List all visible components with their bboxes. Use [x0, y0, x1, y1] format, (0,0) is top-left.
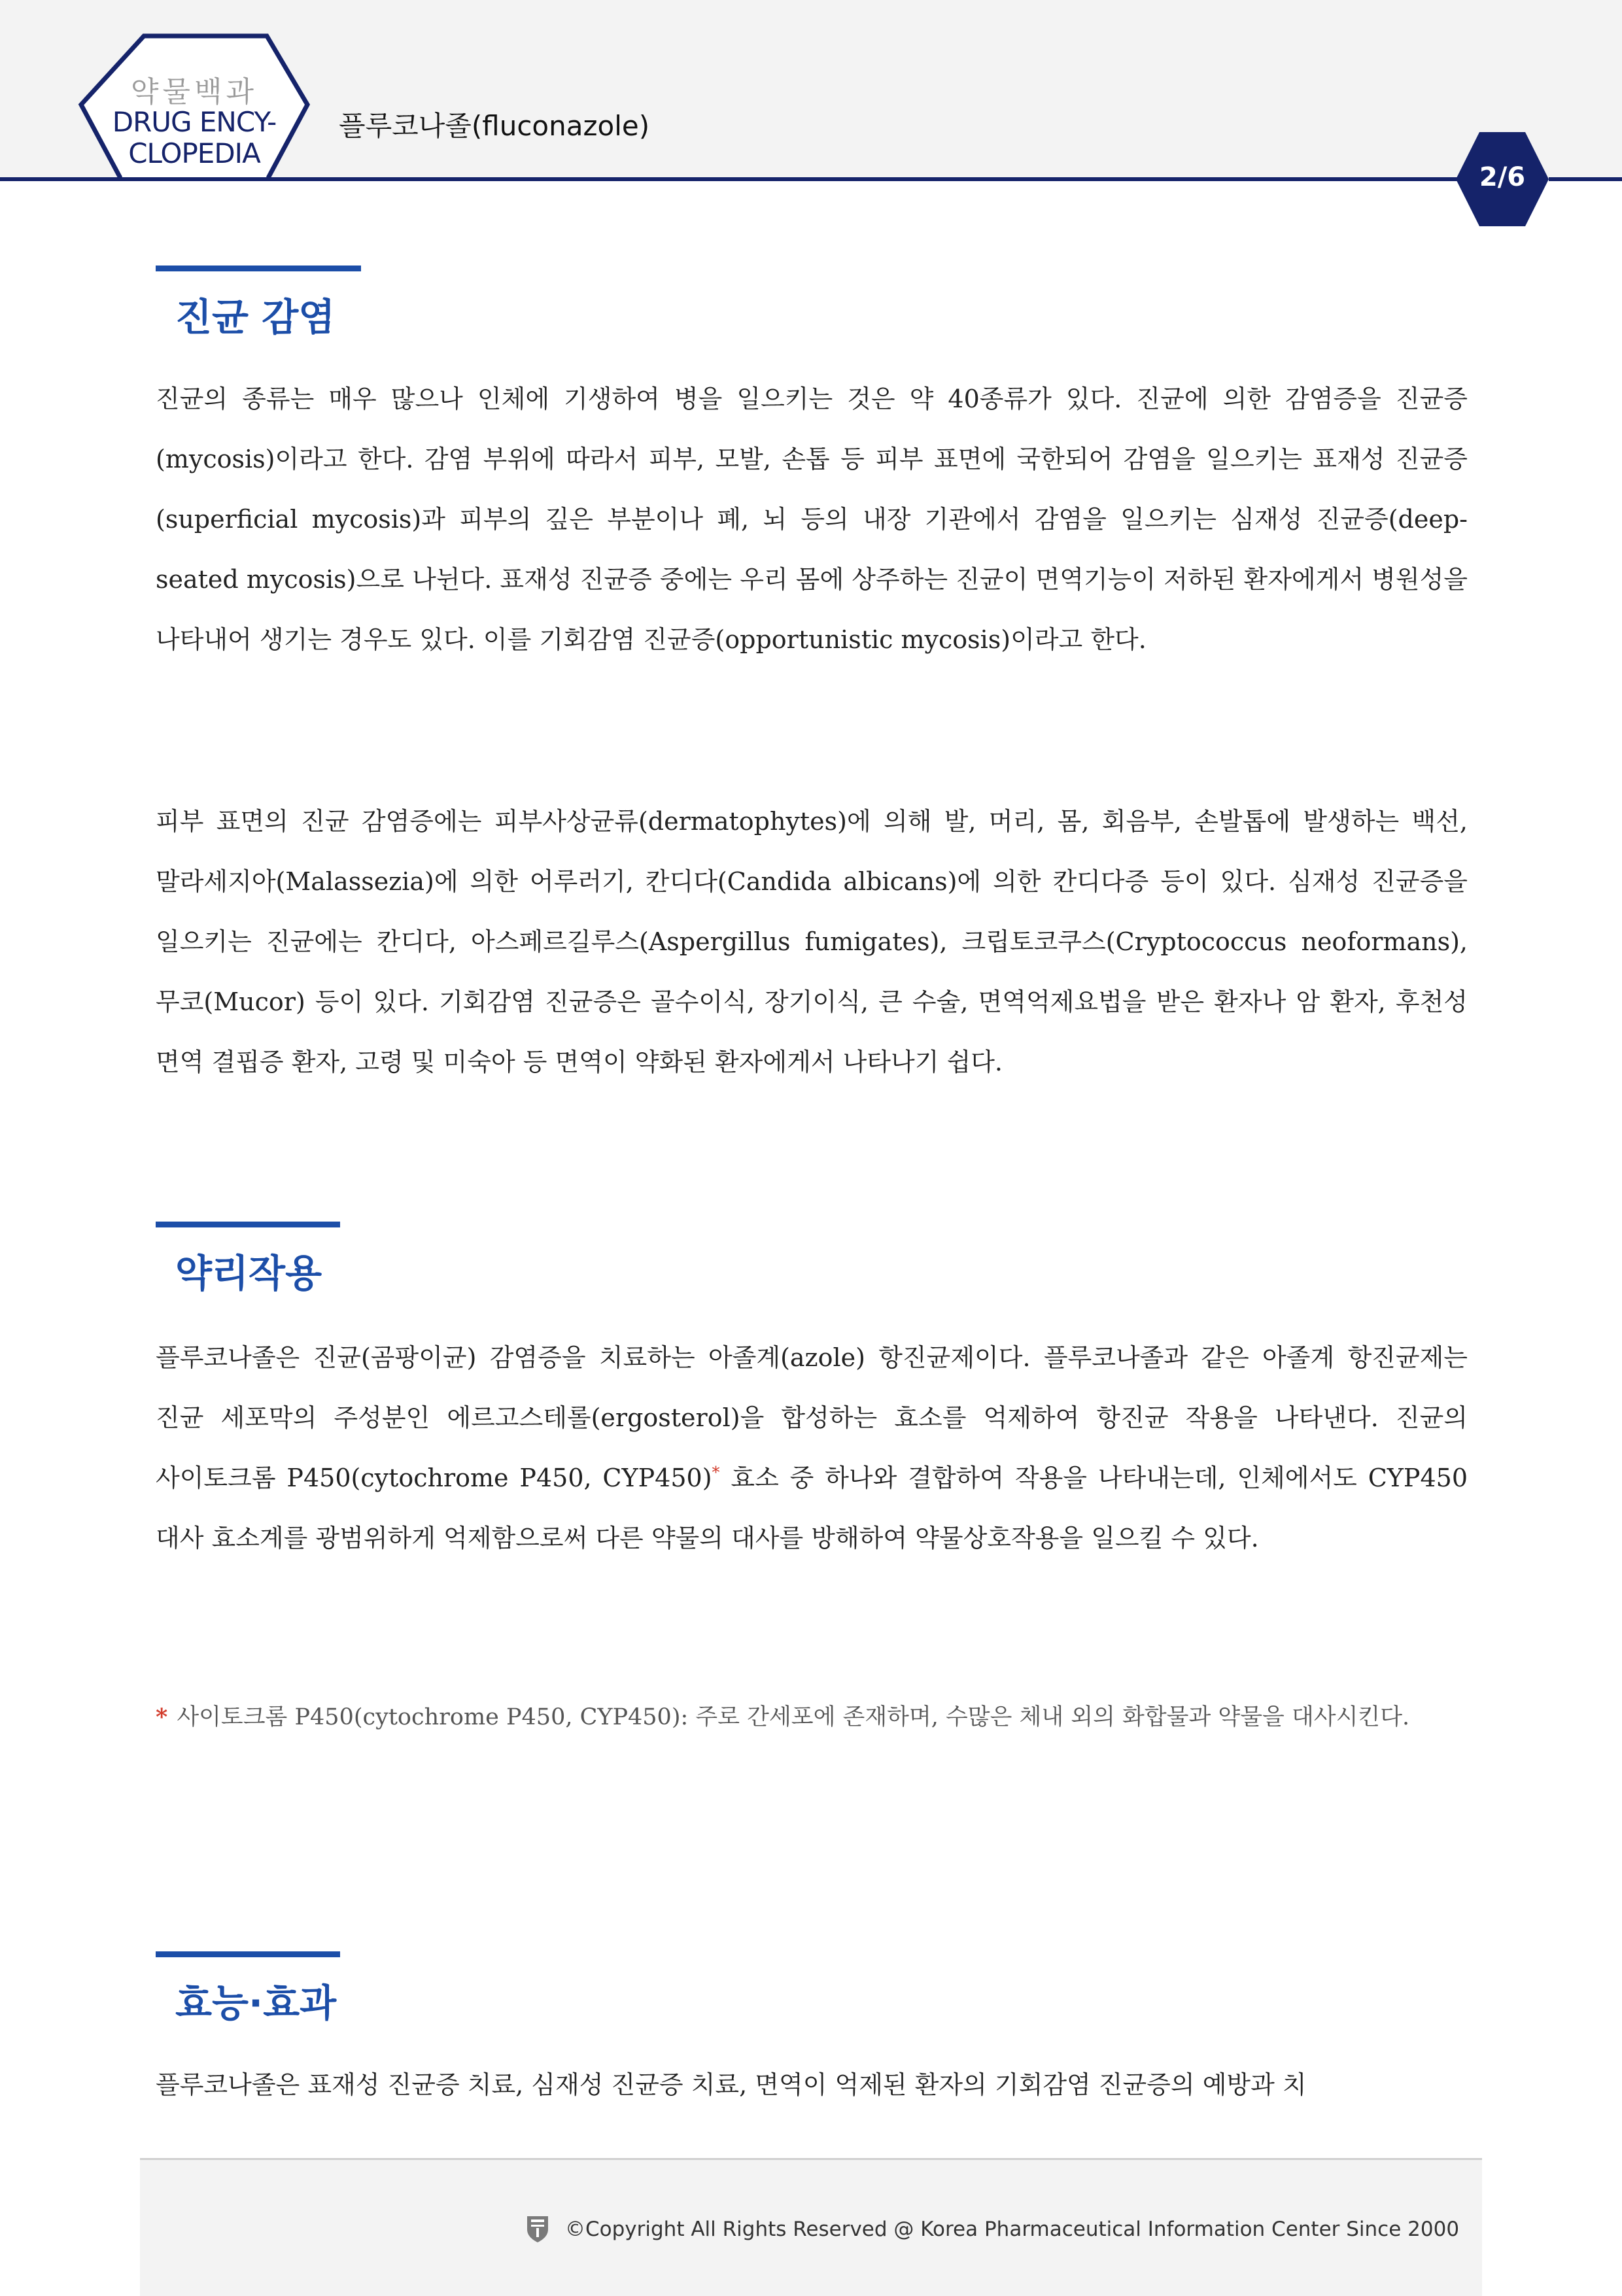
paragraph-pharmacology-part1: 플루코나졸은 진균(곰팡이균) 감염증을 치료하는 아졸계(azole) 항진균제이다. 플루코나졸과 같은 아졸계 항진균제는 진균 세포막의 주성분인 에르고스테롤(ergosterol)을 합성하는 효소를 억제하여 항진균 작용을 나타낸다. 진균의 사이토크롬 P450(cytochrome P450, CYP450) — [156, 1343, 1468, 1492]
paragraph-skin-fungal-infections: 피부 표면의 진균 감염증에는 피부사상균류(dermatophytes)에 의해 발, 머리, 몸, 회음부, 손발톱에 발생하는 백선, 말라세지아(Malassezia)에 의한 어루러기, 칸디다(Candida albicans)에 의한 칸디다증 등이 있다. 심재성 진균증을 일으키는 진균에는 칸디다, 아스페르길루스(Aspergillus fumigates), 크립토코쿠스(Cryptococcus neoformans), 무코(Mucor) 등이 있다. 기회감염 진균증은 골수이식, 장기이식, 큰 수술, 면역억제요법을 받은 환자나 암 환자, 후천성 면역 결핍증 환자, 고령 및 미숙아 등 면역이 약화된 환자에게서 나타나기 쉽다. — [156, 807, 1468, 1076]
footnote-star: * — [156, 1704, 168, 1730]
section-heading-efficacy: 효능·효과 — [175, 1981, 337, 2025]
paragraph-pharmacology — [156, 1328, 1468, 1568]
section-bar-efficacy — [156, 1951, 340, 1957]
logo-english-line2: CLOPEDIA — [128, 137, 260, 169]
footnote-text: 사이토크롬 P450(cytochrome P450, CYP450): 주로 간세포에 존재하며, 수많은 체내 외의 화합물과 약물을 대사시킨다. — [177, 1704, 1410, 1730]
shield-emblem-icon — [525, 2214, 551, 2244]
section-heading-fungal-infection: 진균 감염 — [175, 295, 336, 339]
section-bar-fungal-infection — [156, 266, 361, 271]
section-bar-pharmacology — [156, 1222, 340, 1227]
footnote-cyp450 — [156, 1690, 1468, 1745]
paragraph-fungal-types: 진균의 종류는 매우 많으나 인체에 기생하여 병을 일으키는 것은 약 40종류가 있다. 진균에 의한 감염증을 진균증(mycosis)이라고 한다. 감염 부위에 따라서 피부, 모발, 손톱 등 피부 표면에 국한되어 감염을 일으키는 표재성 진균증(superficial mycosis)과 피부의 깊은 부분이나 폐, 뇌 등의 내장 기관에서 감염을 일으키는 심재성 진균증(deep-seated mycosis)으로 나뉜다. 표재성 진균증 중에는 우리 몸에 상주하는 진균이 면역기능이 저하된 환자에게서 병원성을 나타내어 생기는 경우도 있다. 이를 기회감염 진균증(opportunistic mycosis)이라고 한다. — [156, 385, 1468, 654]
section-heading-pharmacology: 약리작용 — [175, 1251, 322, 1295]
logo-english-line1: DRUG ENCY- — [112, 106, 277, 138]
logo-korean: 약물백과 — [130, 75, 258, 109]
page-footer — [140, 2158, 1482, 2296]
paragraph-efficacy: 플루코나졸은 표재성 진균증 치료, 심재성 진균증 치료, 면역이 억제된 환자의 기회감염 진균증의 예방과 치 — [156, 2070, 1307, 2099]
paragraph-pharmacology-part2: 효소 중 하나와 결합하여 작용을 나타내는데, 인체에서도 CYP450 대사 효소계를 광범위하게 억제함으로써 다른 약물의 대사를 방해하여 약물상호작용을 일으킬 수 있다. — [156, 1464, 1468, 1552]
page-indicator: 2/6 — [1479, 162, 1526, 192]
footnote-reference-marker: * — [712, 1463, 720, 1482]
document-title: 플루코나졸(fluconazole) — [339, 110, 650, 142]
footer-copyright: ©Copyright All Rights Reserved @ Korea Pharmaceutical Information Center Since 2000 — [565, 2218, 1460, 2241]
